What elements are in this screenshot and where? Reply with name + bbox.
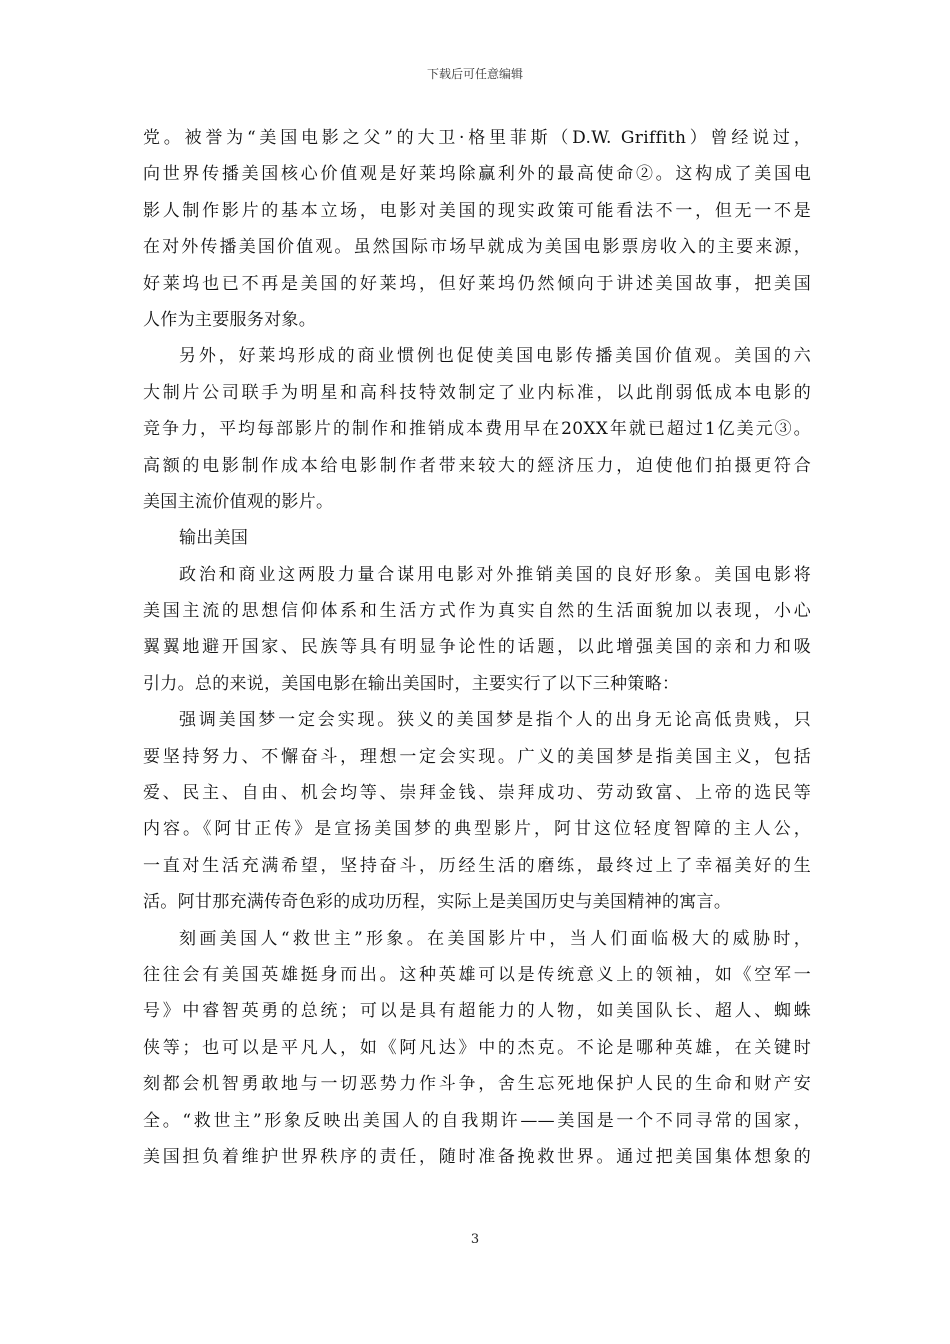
text-line: 全。“救世主”形象反映出美国人的自我期许——美国是一个不同寻常的国家， <box>143 1110 811 1131</box>
page-number: 3 <box>470 1232 480 1247</box>
text-line: 人作为主要服务对象。 <box>143 309 316 330</box>
text-line: 刻画美国人“救世主”形象。在美国影片中，当人们面临极大的威胁时， <box>179 928 811 949</box>
text-line: 要坚持努力、不懈奋斗，理想一定会实现。广义的美国梦是指美国主义，包括 <box>143 746 811 767</box>
text-line: 党。被誉为“美国电影之父”的大卫·格里菲斯（D.W. Griffith）曾经说过， <box>143 128 811 148</box>
text-line: 强调美国梦一定会实现。狭义的美国梦是指个人的出身无论高低贵贱，只 <box>179 710 811 731</box>
text-line: 在对外传播美国价值观。虽然国际市场早就成为美国电影票房收入的主要来源， <box>143 237 811 258</box>
text-line: 美国担负着维护世界秩序的责任，随时准备挽救世界。通过把美国集体想象的 <box>143 1146 811 1167</box>
text-line: 大制片公司联手为明星和高科技特效制定了业内标准，以此削弱低成本电影的 <box>143 382 811 403</box>
text-line: 侠等；也可以是平凡人，如《阿凡达》中的杰克。不论是哪种英雄，在关键时 <box>143 1037 811 1058</box>
text-line: 影人制作影片的基本立场，电影对美国的现实政策可能看法不一，但无一不是 <box>143 200 811 221</box>
page-header: 下载后可任意编辑 <box>426 67 523 81</box>
text-line: 一直对生活充满希望，坚持奋斗，历经生活的磨练，最终过上了幸福美好的生 <box>143 855 811 876</box>
text-line: 爱、民主、自由、机会均等、崇拜金钱、崇拜成功、劳动致富、上帝的选民等 <box>143 783 811 804</box>
text-line: 往往会有美国英雄挺身而出。这种英雄可以是传统意义上的领袖，如《空军一 <box>143 964 811 985</box>
text-line: 向世界传播美国核心价值观是好莱坞除赢利外的最高使命②。这构成了美国电 <box>143 164 811 185</box>
text-line: 竞争力，平均每部影片的制作和推销成本费用早在20XX年就已超过1亿美元③。 <box>143 419 811 440</box>
text-line: 美国主流的思想信仰体系和生活方式作为真实自然的生活面貌加以表现，小心 <box>143 601 811 622</box>
text-line: 引力。总的来说，美国电影在输出美国时，主要实行了以下三种策略： <box>143 673 680 694</box>
text-line: 输出美国 <box>179 528 249 549</box>
text-line: 另外，好莱坞形成的商业惯例也促使美国电影传播美国价值观。美国的六 <box>179 346 811 367</box>
text-line: 内容。《阿甘正传》是宣扬美国梦的典型影片，阿甘这位轻度智障的主人公， <box>143 819 811 840</box>
document-body <box>143 120 811 1175</box>
text-line: 翼翼地避开国家、民族等具有明显争论性的话题，以此增强美国的亲和力和吸 <box>143 637 811 658</box>
text-line: 政治和商业这两股力量合谋用电影对外推销美国的良好形象。美国电影将 <box>179 564 811 585</box>
text-line: 美国主流价值观的影片。 <box>143 491 334 512</box>
text-line: 活。阿甘那充满传奇色彩的成功历程，实际上是美国历史与美国精神的寓言。 <box>143 892 732 913</box>
text-line: 号》中睿智英勇的总统；可以是具有超能力的人物，如美国队长、超人、蜘蛛 <box>143 1001 811 1022</box>
text-line: 高额的电影制作成本给电影制作者带来较大的經济压力，迫使他们拍摄更符合 <box>143 455 811 476</box>
text-line: 刻都会机智勇敢地与一切恶势力作斗争，舍生忘死地保护人民的生命和财产安 <box>143 1074 811 1095</box>
text-line: 好莱坞也已不再是美国的好莱坞，但好莱坞仍然倾向于讲述美国故事，把美国 <box>143 273 811 294</box>
